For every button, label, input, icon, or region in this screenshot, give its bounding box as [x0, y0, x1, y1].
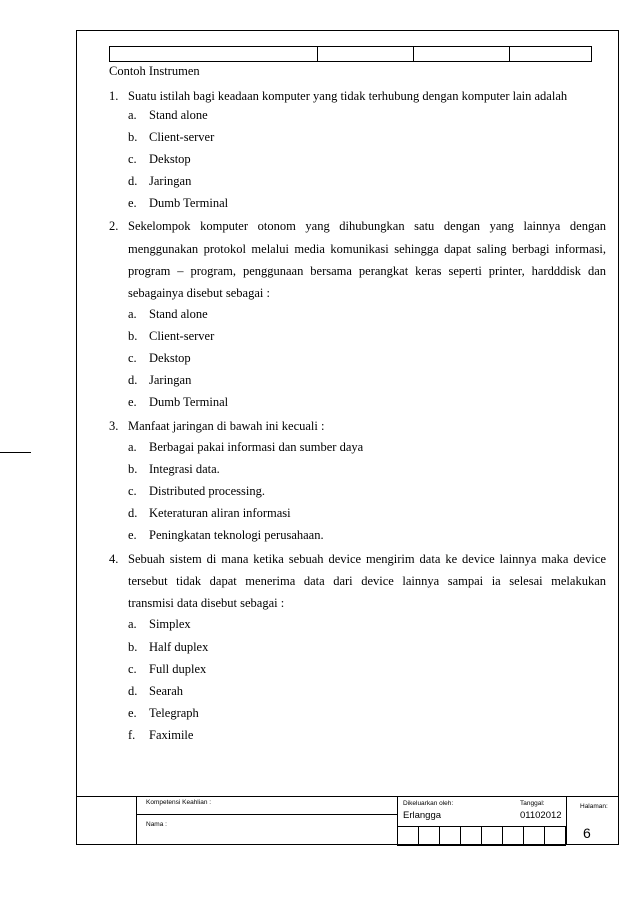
kompetensi-label: Kompetensi Keahlian :: [146, 799, 212, 806]
question-text: Manfaat jaringan di bawah ini kecuali :: [128, 419, 325, 433]
question-number: 4.: [109, 552, 119, 566]
footer-box: [460, 826, 482, 846]
option-text: Searah: [149, 684, 184, 698]
option-text: Jaringan: [149, 373, 192, 387]
option-letter: a.: [128, 108, 137, 122]
header-cell: [510, 47, 591, 61]
option-letter: a.: [128, 617, 137, 631]
option-text: Berbagai pakai informasi dan sumber daya: [149, 440, 364, 454]
answer-option: [128, 307, 208, 322]
answer-option: [128, 373, 191, 388]
option-text: Dekstop: [149, 152, 191, 166]
option-letter: c.: [128, 152, 137, 166]
answer-option: [128, 684, 183, 699]
footer-box: [544, 826, 566, 846]
dikeluarkan-value: Erlangga: [403, 810, 442, 821]
footer-divider: [136, 814, 397, 815]
option-letter: e.: [128, 395, 137, 409]
header-cell: [414, 47, 511, 61]
answer-option: [128, 395, 228, 410]
tanggal-value: 01102012: [520, 810, 562, 821]
answer-option: [128, 152, 191, 167]
header-table: [109, 46, 592, 62]
answer-option: [128, 728, 193, 743]
option-letter: e.: [128, 196, 137, 210]
footer-box: [439, 826, 461, 846]
tanggal-label: Tanggal:: [520, 800, 545, 807]
option-letter: c.: [128, 351, 137, 365]
answer-option: [128, 108, 208, 123]
option-text: Distributed processing.: [149, 484, 265, 498]
answer-option: [128, 329, 214, 344]
margin-mark: [0, 452, 31, 453]
question-text: menggunakan protokol melalui media komunikasi sehingga dapat saling berbagi informasi,: [128, 242, 606, 256]
answer-option: [128, 462, 220, 477]
option-letter: d.: [128, 373, 138, 387]
option-letter: a.: [128, 307, 137, 321]
footer-box: [523, 826, 545, 846]
section-title: Contoh Instrumen: [109, 64, 200, 78]
header-cell: [110, 47, 318, 61]
option-text: Integrasi data.: [149, 462, 220, 476]
answer-option: [128, 640, 208, 655]
option-letter: a.: [128, 440, 137, 454]
dikeluarkan-label: Dikeluarkan oleh:: [403, 800, 454, 807]
header-cell: [318, 47, 414, 61]
option-letter: b.: [128, 329, 138, 343]
option-text: Simplex: [149, 617, 191, 631]
option-text: Half duplex: [149, 640, 209, 654]
halaman-value: 6: [583, 825, 591, 841]
question-text: Suatu istilah bagi keadaan komputer yang tidak terhubung dengan komputer lain adalah: [128, 89, 568, 103]
option-text: Dekstop: [149, 351, 191, 365]
question-text: program – program, penggunaan bersama perangkat keras seperti printer, hardddisk dan: [128, 264, 606, 278]
option-letter: d.: [128, 506, 138, 520]
option-text: Stand alone: [149, 108, 208, 122]
nama-label: Nama :: [146, 821, 167, 828]
option-letter: c.: [128, 484, 137, 498]
answer-option: [128, 706, 199, 721]
option-letter: e.: [128, 528, 137, 542]
option-letter: c.: [128, 662, 137, 676]
footer-box: [418, 826, 440, 846]
answer-option: [128, 196, 228, 211]
question-text: sebagainya disebut sebagai :: [128, 286, 270, 300]
answer-option: [128, 662, 206, 677]
question-text: Sekelompok komputer otonom yang dihubungkan satu dengan yang lainnya dengan: [128, 219, 606, 233]
option-letter: f.: [128, 728, 136, 742]
option-letter: e.: [128, 706, 137, 720]
answer-option: [128, 617, 191, 632]
footer-divider: [566, 796, 567, 845]
option-text: Dumb Terminal: [149, 196, 229, 210]
question-text: tersebut tidak dapat menerima data dari device lainnya sampai ia selesai melakukan: [128, 574, 606, 588]
footer-divider: [136, 796, 137, 845]
footer-box: [481, 826, 503, 846]
answer-option: [128, 484, 265, 499]
option-letter: d.: [128, 684, 138, 698]
option-letter: b.: [128, 462, 138, 476]
option-text: Client-server: [149, 130, 215, 144]
answer-option: [128, 440, 363, 455]
option-text: Jaringan: [149, 174, 192, 188]
option-letter: b.: [128, 130, 138, 144]
question-text: transmisi data disebut sebagai :: [128, 596, 285, 610]
option-text: Peningkatan teknologi perusahaan.: [149, 528, 324, 542]
option-letter: d.: [128, 174, 138, 188]
answer-option: [128, 174, 191, 189]
option-text: Keteraturan aliran informasi: [149, 506, 291, 520]
option-letter: b.: [128, 640, 138, 654]
option-text: Faximile: [149, 728, 194, 742]
option-text: Full duplex: [149, 662, 207, 676]
answer-option: [128, 506, 291, 521]
answer-option: [128, 528, 324, 543]
option-text: Dumb Terminal: [149, 395, 229, 409]
answer-option: [128, 130, 214, 145]
answer-option: [128, 351, 191, 366]
question-text: Sebuah sistem di mana ketika sebuah device mengirim data ke device lainnya maka device: [128, 552, 606, 566]
option-text: Stand alone: [149, 307, 208, 321]
halaman-label: Halaman:: [580, 803, 608, 810]
footer-box: [502, 826, 524, 846]
option-text: Telegraph: [149, 706, 199, 720]
footer-box: [397, 826, 419, 846]
question-number: 2.: [109, 219, 119, 233]
question-number: 3.: [109, 419, 119, 433]
question-number: 1.: [109, 89, 119, 103]
option-text: Client-server: [149, 329, 215, 343]
